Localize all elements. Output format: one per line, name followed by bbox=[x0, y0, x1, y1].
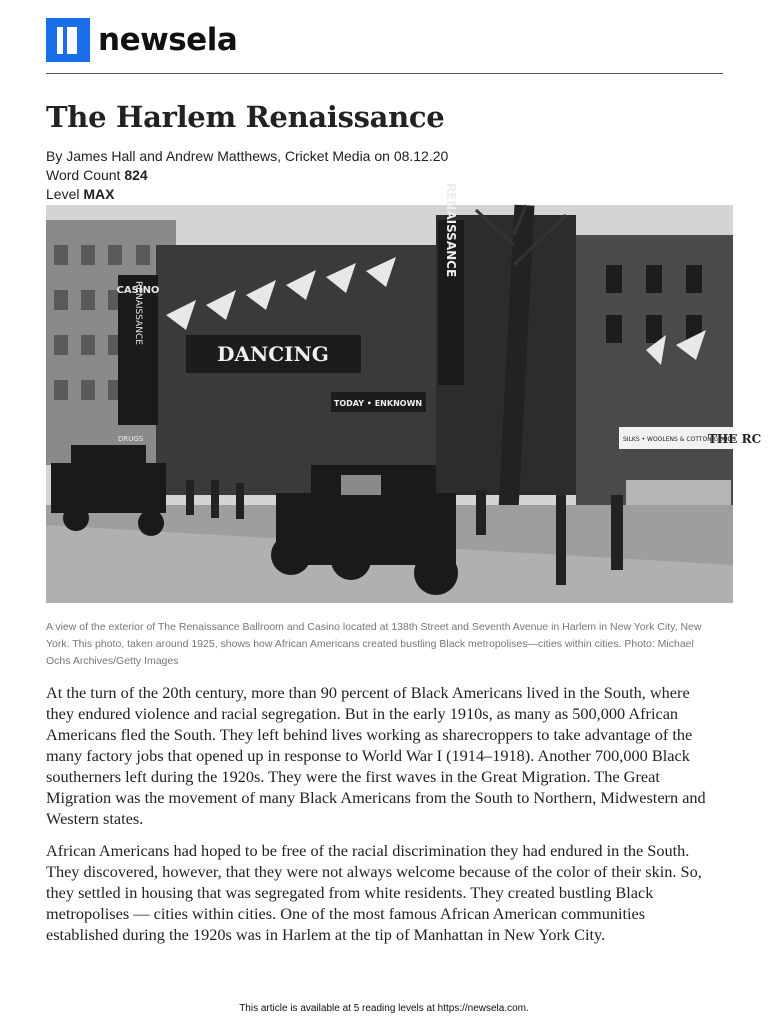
brand-name: newsela bbox=[98, 21, 238, 58]
dancing-sign: DANCING bbox=[217, 342, 329, 366]
level-value: MAX bbox=[83, 186, 115, 202]
reading-level bbox=[46, 185, 114, 203]
article-title: The Harlem Renaissance bbox=[46, 100, 445, 134]
newsela-logo[interactable] bbox=[46, 18, 237, 62]
today-sign: TODAY • ENKNOWN bbox=[333, 399, 423, 408]
photo-caption: A view of the exterior of The Renaissance Ballroom and Casino located at 138th Street and Seventh Avenue in Harlem in New York City, New York. This photo, taken around 1925, shows how African Americans created bustling Black metropolises—cities within cities. Photo: Michael Ochs Archives/Getty Images bbox=[46, 621, 702, 667]
renaissance-sign-vertical: RENAISSANCE bbox=[444, 182, 458, 278]
word-count bbox=[46, 166, 148, 184]
renaissance-sign-left: RENAISSANCE bbox=[133, 281, 143, 345]
level-label: Level bbox=[46, 186, 80, 202]
paragraph-2: African Americans had hoped to be free of the racial discrimination they had endured in the South. They discovered, however, that they were not always welcome because of the color of their skin. So, they settled in housing that was segregated from white residents. They created bustling Black metropolises — cities within cities. One of the most famous African American communities established during the 1920s was in Harlem at the tip of Manhattan in New York City. bbox=[46, 841, 702, 944]
word-count-label: Word Count bbox=[46, 167, 121, 183]
paragraph-1: At the turn of the 20th century, more than 90 percent of Black Americans lived in the South, where they endured violence and racial segregation. But in the early 1910s, as many as 500,000 African Americans fled the South. They left behind lives working as sharecroppers to take advantage of the many factory jobs that opened up in response to World War I (1914–1918). Another 700,000 Black southerners left during the 1920s. They were the first waves in the Great Migration. The Great Migration was the movement of many Black Americans from the South to Northern, Midwestern and Western states. bbox=[46, 683, 706, 828]
footer-note: This article is available at 5 reading levels at https://newsela.com. bbox=[239, 1003, 529, 1014]
casino-sign: CASINO bbox=[116, 285, 160, 296]
newsela-logo-icon bbox=[46, 18, 90, 62]
store-sign: SILKS • WOOLENS & COTTON GOODS bbox=[623, 436, 737, 443]
drugs-sign: DRUGS bbox=[118, 435, 144, 443]
store-sign-end: THE RC bbox=[708, 432, 762, 446]
header-divider bbox=[46, 73, 723, 74]
word-count-value: 824 bbox=[124, 167, 148, 183]
byline: By James Hall and Andrew Matthews, Cricket Media on 08.12.20 bbox=[46, 148, 449, 164]
